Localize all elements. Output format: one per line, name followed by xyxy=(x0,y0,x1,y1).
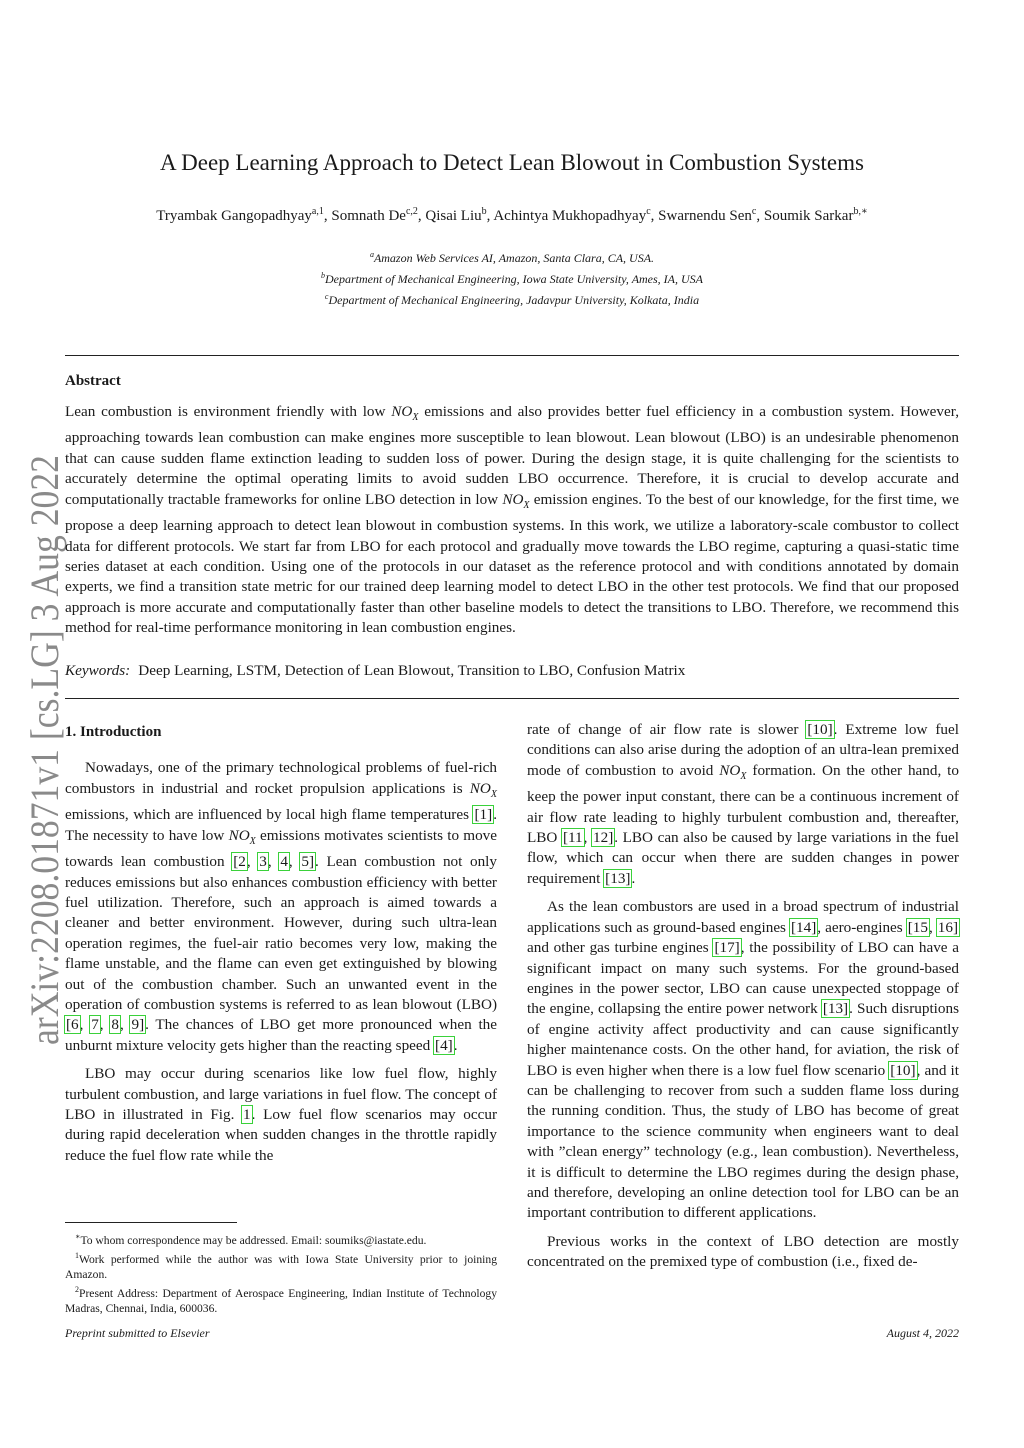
citation-link[interactable]: 4 xyxy=(280,853,288,871)
section-heading: 1. Introduction xyxy=(65,724,162,740)
citation-link[interactable]: [11 xyxy=(562,829,583,847)
citation-link[interactable]: 3 xyxy=(259,853,267,871)
paper-title: A Deep Learning Approach to Detect Lean Blowout in Combustion Systems xyxy=(160,150,864,175)
keywords xyxy=(65,662,959,680)
top-rule xyxy=(65,355,959,356)
footnote-rule xyxy=(65,1222,237,1223)
citation-link[interactable]: [1] xyxy=(474,806,493,824)
paragraph-continued: rate of change of air flow rate is slower [10]. Extreme low fuel conditions can also arise during the adoption of an ultra-lean premixed mode of combustion to avoid $NO_X$ formation. On the other hand, to keep the power input constant, there can be a continuous increment of air flow rate leading to highly turbulent combustion and, thereafter, LBO [11, 12]. LBO can also be caused by large variations in the fuel flow, which can occur when there are sudden changes in power requirement [13]. xyxy=(527,721,960,887)
citation-link[interactable]: [6 xyxy=(66,1016,79,1034)
author: Achintya Mukhopadhyay$^c$ xyxy=(493,206,651,224)
paragraph: As the lean combustors are used in a broad spectrum of industrial applications such as ground-based engines [14], aero-engines [15, 16] and other gas turbine engines [17], the possibility of LBO can have a significant impact on many such systems. For the ground-based engines in the power sector, LBO can cause unexpected stoppage of the engine, collapsing the entire power network [13]. Such disruptions of engine activity affect productivity and can cause significantly higher maintenance costs. On the other hand, for aviation, the risk of LBO is even higher when there is a low fuel flow scenario [10], and it can be challenging to recover from such a sudden flame loss during the running condition. Thus, the study of LBO has become of great importance to the science community when engineers want to deal with ”clean energy” technology (e.g., lean combustion). Nevertheless, it is difficult to determine the LBO regimes during the design phase, and therefore, developing an online detection tool for LBO can be an important contribution to different applications. xyxy=(527,898,960,1222)
abstract-heading: Abstract xyxy=(65,373,121,389)
footnotes xyxy=(65,1229,497,1317)
affiliation: $^a$Amazon Web Services AI, Amazon, Santa Clara, CA, USA. xyxy=(369,250,655,265)
citation-link[interactable]: [13] xyxy=(605,869,631,887)
author: Tryambak Gangopadhyay$^{a,1}$ xyxy=(156,206,324,224)
footnote: $^2$Present Address: Department of Aerospace Engineering, Indian Institute of Technology Madras, Chennai, India, 600036. xyxy=(65,1285,497,1316)
abstract-bottom-rule xyxy=(65,698,959,699)
footnote: $^1$Work performed while the author was with Iowa State University prior to joining Amazon. xyxy=(65,1251,497,1282)
citation-link[interactable]: [4] xyxy=(435,1036,453,1054)
citation-link[interactable]: [17] xyxy=(714,939,740,957)
footer-preprint: Preprint submitted to Elsevier xyxy=(65,1326,210,1340)
citation-link[interactable]: 8 xyxy=(111,1016,119,1034)
citation-link[interactable]: 16] xyxy=(937,918,959,936)
citation-link[interactable]: 5] xyxy=(301,853,314,871)
paragraph: LBO may occur during scenarios like low fuel flow, highly turbulent combustion, and large variations in fuel flow. The concept of LBO in illustrated in Fig. 1. Low fuel flow scenarios may occur during rapid deceleration when sudden changes in the throttle rapidly reduce the fuel flow rate while the xyxy=(65,1065,497,1164)
paragraph: Nowadays, one of the primary technological problems of fuel-rich combustors in industrial and rocket propulsion applications is $NO_X$ emissions, which are influenced by local high flame temperatures [1]. The necessity to have low $NO_X$ emissions motivates scientists to move towards lean combustion [2, 3, 4, 5]. Lean combustion not only reduces emissions but also enhances combustion efficiency with better fuel utilization. Therefore, such an approach is aimed towards a cleaner and better environment. However, during such ultra-lean operation regimes, the fuel-air ratio becomes very low, making the flame unstable, and the flame can even get extinguished by blowing out of the combustion chamber. Such an unwanted event in the operation of combustion systems is referred to as lean blowout (LBO) [6, 7, 8, 9]. The chances of LBO get more pronounced when the unburnt mixture velocity gets higher than the reacting speed [4]. xyxy=(65,759,497,1054)
right-column xyxy=(527,720,959,1281)
citation-link[interactable]: [15 xyxy=(907,918,928,936)
affiliations xyxy=(0,246,1024,309)
nox-symbol: $NO_X$ xyxy=(391,403,419,424)
keywords-label: Keywords: xyxy=(65,662,131,679)
author: Somnath De$^{c,2}$ xyxy=(331,206,418,224)
author: Soumik Sarkar$^{b,∗}$ xyxy=(763,206,868,224)
figure-link[interactable]: 1 xyxy=(243,1105,251,1123)
keywords-text: Deep Learning, LSTM, Detection of Lean Blowout, Transition to LBO, Confusion Matrix xyxy=(138,662,686,679)
citation-link[interactable]: [10] xyxy=(890,1061,916,1079)
affiliation: $^c$Department of Mechanical Engineering, Jadavpur University, Kolkata, India xyxy=(324,292,700,307)
footnote: ∗To whom correspondence may be addressed. Email: soumiks@iastate.edu. xyxy=(75,1232,427,1247)
author: Swarnendu Sen$^c$ xyxy=(658,206,757,224)
author-list: Tryambak Gangopadhyay$^{a,1}$, Somnath De$^{c,2}$, Qisai Liu$^b$, Achintya Mukhopadhyay$^c$, Swarnendu Sen$^c$, Soumik Sarkar$^{b,∗}$ xyxy=(156,206,868,224)
citation-link[interactable]: [2 xyxy=(233,853,246,871)
author: Qisai Liu$^b$ xyxy=(425,206,487,224)
citation-link[interactable]: [10] xyxy=(807,721,833,738)
citation-link[interactable]: 9] xyxy=(131,1016,145,1034)
abstract-body: Lean combustion is environment friendly with low $NO_X$ emissions and also provides better fuel efficiency in a combustion system. However, approaching towards lean combustion can make engines more susceptible to lean blowout. Lean blowout (LBO) is an undesirable phenomenon that can cause sudden flame extinction leading to sudden loss of power. During the design stage, it is quite challenging for the scientists to accurately determine the optimal operating limits to avoid sudden LBO occurrence. Therefore, it is crucial to develop accurate and computationally tractable frameworks for online LBO detection in low $NO_X$ emission engines. To the best of our knowledge, for the first time, we propose a deep learning approach to detect lean blowout in combustion systems. In this work, we utilize a laboratory-scale combustor to collect data for different protocols. We start far from LBO for each protocol and gradually move towards the LBO regime, capturing a quasi-static time series dataset at each condition. Using one of the protocols in our dataset as the reference protocol and with conditions annotated by domain experts, we find a transition state metric for our trained deep learning model to detect LBO in the other test protocols. We find that our proposed approach is more accurate and computationally faster than other baseline models to detect the transitions to LBO. Therefore, we recommend this method for real-time performance monitoring in lean combustion engines. xyxy=(65,403,959,637)
citation-link[interactable]: [13] xyxy=(822,1000,849,1018)
affiliation: $^b$Department of Mechanical Engineering, Iowa State University, Ames, IA, USA xyxy=(320,271,704,286)
nox-symbol: $NO_X$ xyxy=(502,490,530,511)
citation-link[interactable]: 7 xyxy=(91,1016,99,1034)
left-column xyxy=(65,720,497,1174)
arxiv-stamp-text: arXiv:2208.01871v1 [cs.LG] 3 Aug 2022 xyxy=(22,450,67,1045)
paragraph: Previous works in the context of LBO detection are mostly concentrated on the premixed type of combustion (i.e., fixed de- xyxy=(527,1232,959,1271)
citation-link[interactable]: 12] xyxy=(593,829,614,847)
footer-date: August 4, 2022 xyxy=(886,1326,959,1340)
citation-link[interactable]: [14] xyxy=(790,918,817,936)
